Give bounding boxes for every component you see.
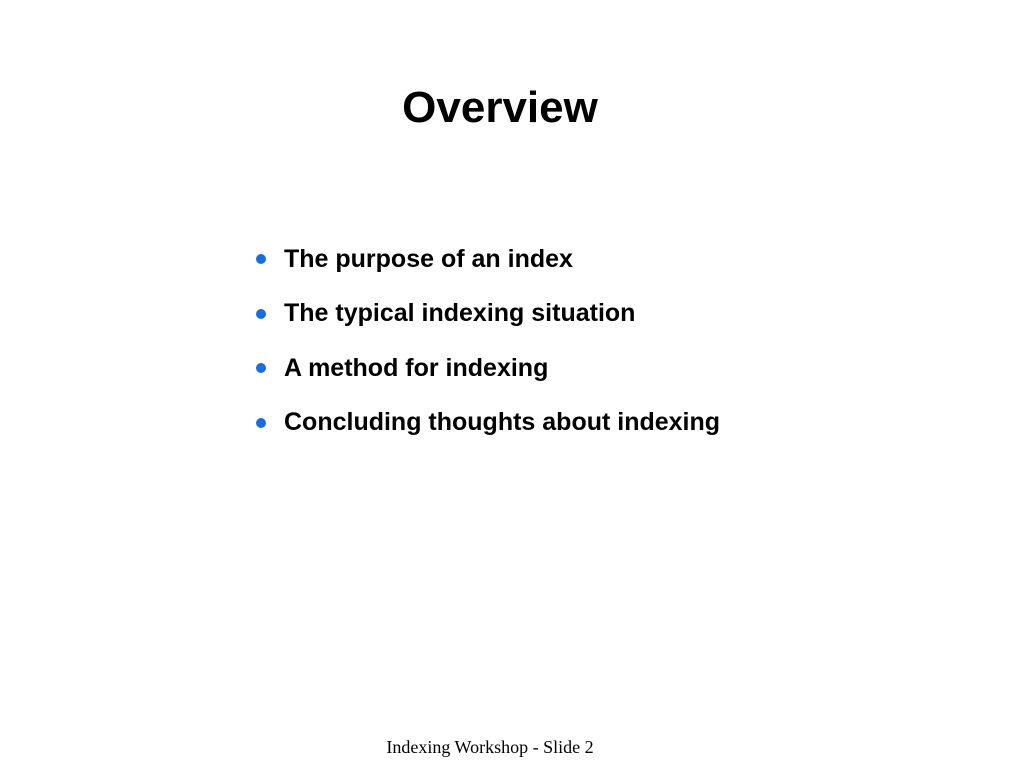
bullet-item: [256, 341, 720, 396]
slide-title: Overview: [402, 83, 598, 132]
bullet-text: The typical indexing situation: [284, 299, 636, 328]
bullet-dot-icon: [256, 309, 266, 319]
bullet-text: Concluding thoughts about indexing: [284, 408, 721, 437]
bullet-text: The purpose of an index: [284, 244, 573, 273]
slide-footer: Indexing Workshop - Slide 2: [386, 737, 594, 757]
bullet-text: A method for indexing: [284, 353, 549, 382]
bullet-dot-icon: [256, 418, 266, 428]
bullet-item: [256, 287, 720, 342]
bullet-dot-icon: [256, 363, 266, 373]
bullet-item: [256, 232, 720, 287]
bullet-item: [256, 396, 720, 451]
bullet-list: [256, 232, 720, 450]
bullet-dot-icon: [256, 254, 266, 264]
